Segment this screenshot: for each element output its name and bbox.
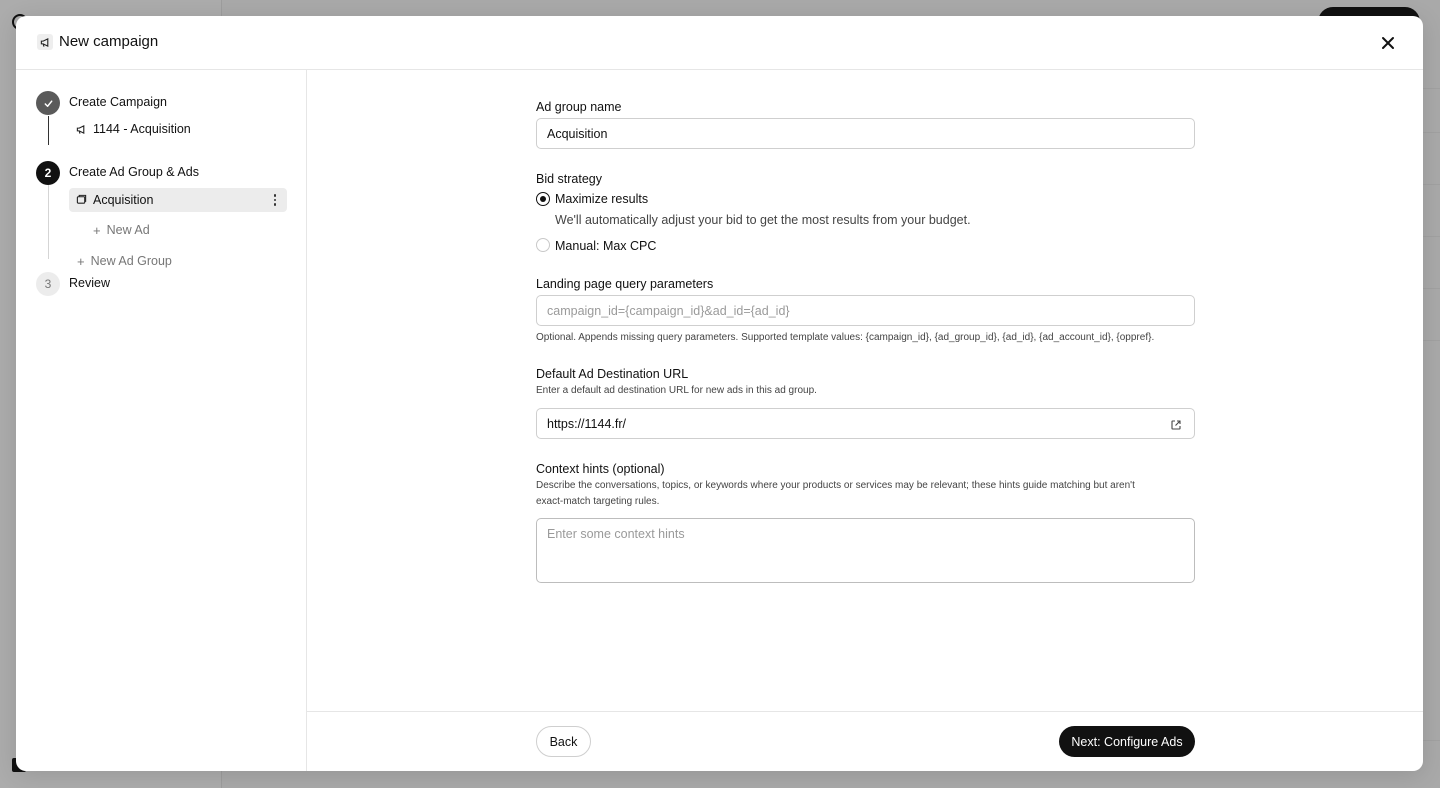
- wizard-stepper: [16, 70, 307, 771]
- destination-url-label: Default Ad Destination URL: [536, 367, 689, 381]
- step-3-indicator[interactable]: [36, 272, 60, 296]
- modal-header: [16, 16, 1423, 70]
- checkmark-icon: [43, 98, 54, 109]
- more-options-icon[interactable]: [269, 192, 281, 208]
- external-link-icon[interactable]: [1170, 419, 1182, 431]
- megaphone-icon: [37, 34, 53, 50]
- step-1-label[interactable]: Create Campaign: [69, 95, 167, 109]
- bid-strategy-label: Bid strategy: [536, 172, 603, 186]
- modal-footer: [307, 711, 1423, 771]
- megaphone-icon: [76, 124, 87, 135]
- destination-url-help: Enter a default ad destination URL for new ads in this ad group.: [536, 385, 817, 396]
- new-ad-button[interactable]: [93, 223, 150, 237]
- step-3-label[interactable]: Review: [69, 276, 110, 290]
- ad-group-item-selected[interactable]: [69, 188, 287, 212]
- destination-url-input[interactable]: [536, 408, 1195, 439]
- new-ad-group-button[interactable]: [77, 254, 172, 268]
- context-hints-help: Describe the conversations, topics, or keywords where your products or services may be relevant; these hints guide matching but aren't: [536, 480, 1135, 491]
- plus-icon: +: [77, 253, 85, 269]
- landing-params-input[interactable]: [536, 295, 1195, 326]
- maximize-results-radio[interactable]: [536, 192, 550, 206]
- ad-group-name-label: Ad group name: [536, 100, 622, 114]
- step-2-label[interactable]: Create Ad Group & Ads: [69, 165, 199, 179]
- campaign-item[interactable]: [76, 122, 191, 136]
- manual-max-cpc-radio[interactable]: [536, 238, 550, 252]
- new-ad-label: New Ad: [106, 223, 150, 237]
- modal-title: New campaign: [59, 33, 159, 50]
- step-3-number: 3: [44, 277, 52, 291]
- ad-group-icon: [76, 194, 87, 205]
- campaign-item-label: 1144 - Acquisition: [93, 122, 191, 136]
- context-hints-help-continued: exact-match targeting rules.: [536, 496, 660, 507]
- maximize-results-label[interactable]: Maximize results: [555, 192, 649, 206]
- context-hints-label: Context hints (optional): [536, 462, 665, 476]
- maximize-results-description: We'll automatically adjust your bid to get the most results from your budget.: [555, 213, 971, 227]
- context-hints-textarea[interactable]: [536, 518, 1195, 583]
- step-2-indicator[interactable]: [36, 161, 60, 185]
- close-icon: [1381, 36, 1395, 50]
- back-button[interactable]: Back: [536, 726, 591, 757]
- landing-params-help: Optional. Appends missing query parameters. Supported template values: {campaign_id}, {ad_group_id}, {ad_id}, {ad_account_id}, {oppref}.: [536, 332, 1155, 343]
- step-connector: [48, 185, 49, 259]
- ad-group-item-label: Acquisition: [93, 193, 154, 207]
- step-1-indicator[interactable]: [36, 91, 60, 115]
- new-ad-group-label: New Ad Group: [90, 254, 172, 268]
- plus-icon: +: [93, 222, 101, 238]
- manual-max-cpc-label[interactable]: Manual: Max CPC: [555, 239, 657, 253]
- new-campaign-modal: [16, 16, 1423, 771]
- next-configure-ads-button[interactable]: Next: Configure Ads: [1059, 726, 1195, 757]
- close-button[interactable]: [1377, 32, 1399, 54]
- ad-group-name-input[interactable]: [536, 118, 1195, 149]
- landing-params-label: Landing page query parameters: [536, 277, 714, 291]
- step-2-number: 2: [44, 166, 52, 180]
- step-connector: [48, 116, 49, 145]
